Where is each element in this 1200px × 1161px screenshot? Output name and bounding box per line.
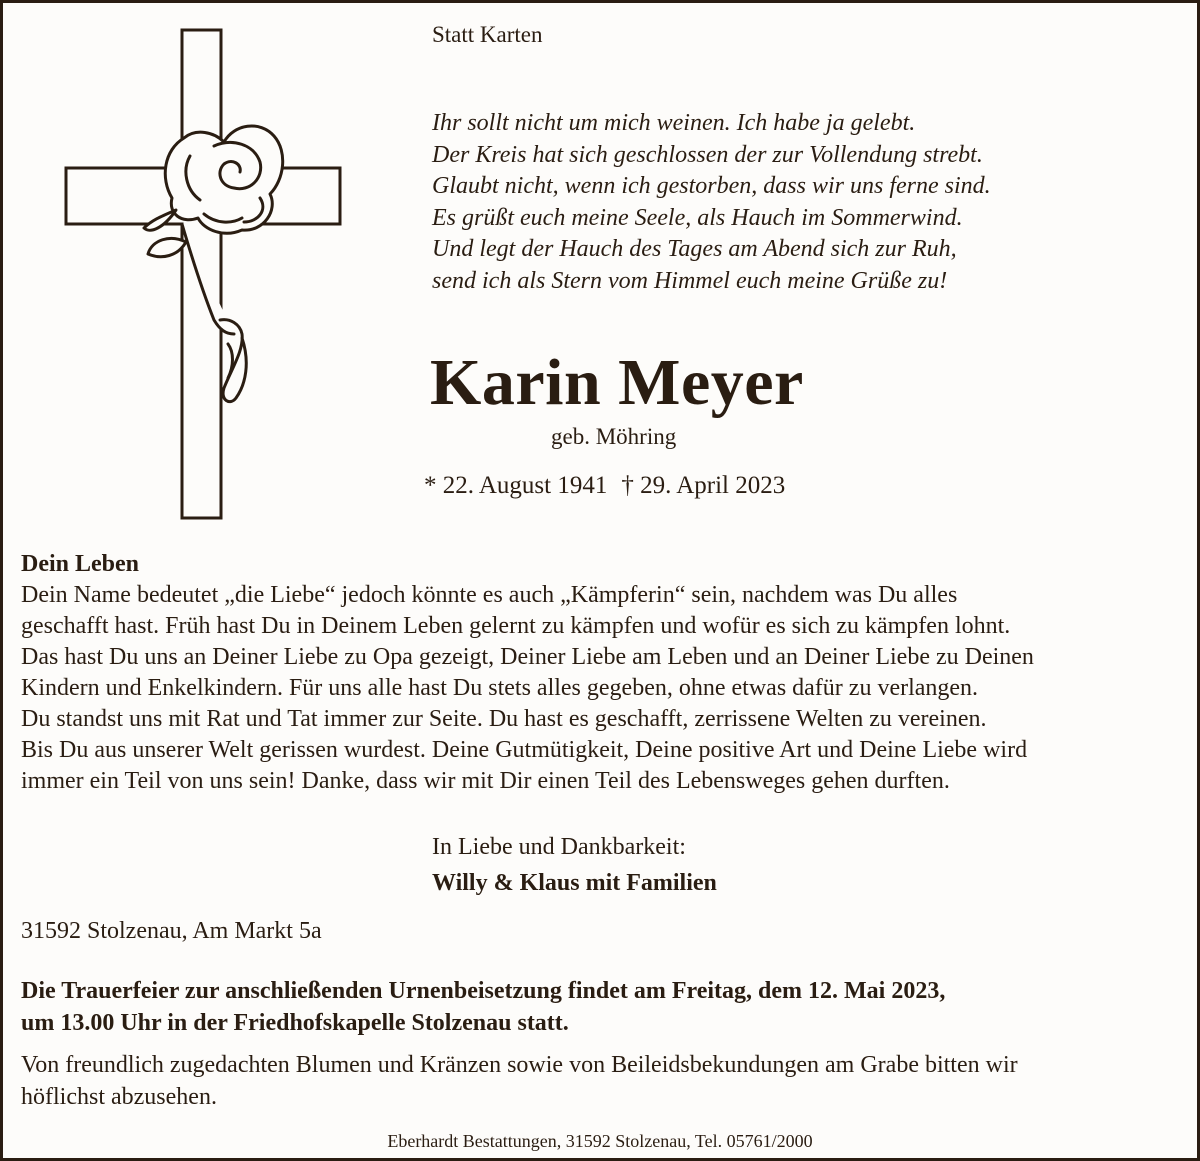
maiden-name: geb. Möhring — [551, 424, 677, 449]
cross-with-rose-icon — [64, 28, 346, 520]
death-date: † 29. April 2023 — [621, 472, 786, 499]
statt-karten-label: Statt Karten — [432, 22, 543, 47]
deceased-name: Karin Meyer — [430, 346, 804, 419]
poem-line: Glaubt nicht, wenn ich gestorben, dass wir uns ferne sind. — [432, 173, 991, 199]
life-text-line: immer ein Teil von uns sein! Danke, dass wir mit Dir einen Teil des Lebensweges gehen durften. — [21, 768, 950, 794]
poem-line: send ich als Stern vom Himmel euch meine Grüße zu! — [432, 267, 948, 294]
address-line: 31592 Stolzenau, Am Markt 5a — [21, 918, 322, 944]
life-text-line: geschafft hast. Früh hast Du in Deinem Leben gelernt zu kämpfen und wofür es sich zu kämpfen lohnt. — [21, 613, 1011, 639]
flowers-line: Von freundlich zugedachten Blumen und Kränzen sowie von Beileidsbekundungen am Grabe bitten wir — [21, 1052, 1018, 1078]
birth-date: * 22. August 1941 — [424, 472, 608, 499]
life-text-line: Du standst uns mit Rat und Tat immer zur Seite. Du hast es geschafft, zerrissene Welten zu vereinen. — [21, 706, 987, 732]
life-text-line: Bis Du aus unserer Welt gerissen wurdest. Deine Gutmütigkeit, Deine positive Art und Deine Liebe wird — [21, 737, 1028, 763]
thanks-line: In Liebe und Dankbarkeit: — [432, 834, 686, 860]
life-section — [21, 549, 1191, 797]
signers-line: Willy & Klaus mit Familien — [432, 870, 717, 896]
funeral-line: Die Trauerfeier zur anschließenden Urnenbeisetzung findet am Freitag, dem 12. Mai 2023, — [21, 978, 946, 1004]
poem-line: Und legt der Hauch des Tages am Abend sich zur Ruh, — [432, 236, 957, 262]
life-dates — [424, 472, 785, 500]
life-text-line: Dein Name bedeutet „die Liebe“ jedoch könnte es auch „Kämpferin“ sein, nachdem was Du alles — [21, 582, 958, 608]
life-heading: Dein Leben — [21, 551, 140, 577]
poem-line: Es grüßt euch meine Seele, als Hauch im Sommerwind. — [432, 204, 963, 231]
funeral-home-footer: Eberhardt Bestattungen, 31592 Stolzenau, Tel. 05761/2000 — [387, 1131, 813, 1151]
funeral-notice — [21, 975, 945, 1039]
flowers-request — [21, 1049, 1018, 1113]
life-text-line: Das hast Du uns an Deiner Liebe zu Opa gezeigt, Deiner Liebe am Leben und an Deiner Liebe zu Deinen — [21, 644, 1034, 670]
memorial-poem — [432, 108, 991, 297]
funeral-line: um 13.00 Uhr in der Friedhofskapelle Stolzenau statt. — [21, 1010, 569, 1036]
life-text-line: Kindern und Enkelkindern. Für uns alle hast Du stets alles gegeben, ohne etwas dafür zu verlangen. — [21, 675, 979, 701]
flowers-line: höflichst abzusehen. — [21, 1084, 217, 1110]
poem-line: Ihr sollt nicht um mich weinen. Ich habe ja gelebt. — [432, 110, 916, 136]
poem-line: Der Kreis hat sich geschlossen der zur Vollendung strebt. — [432, 141, 983, 168]
